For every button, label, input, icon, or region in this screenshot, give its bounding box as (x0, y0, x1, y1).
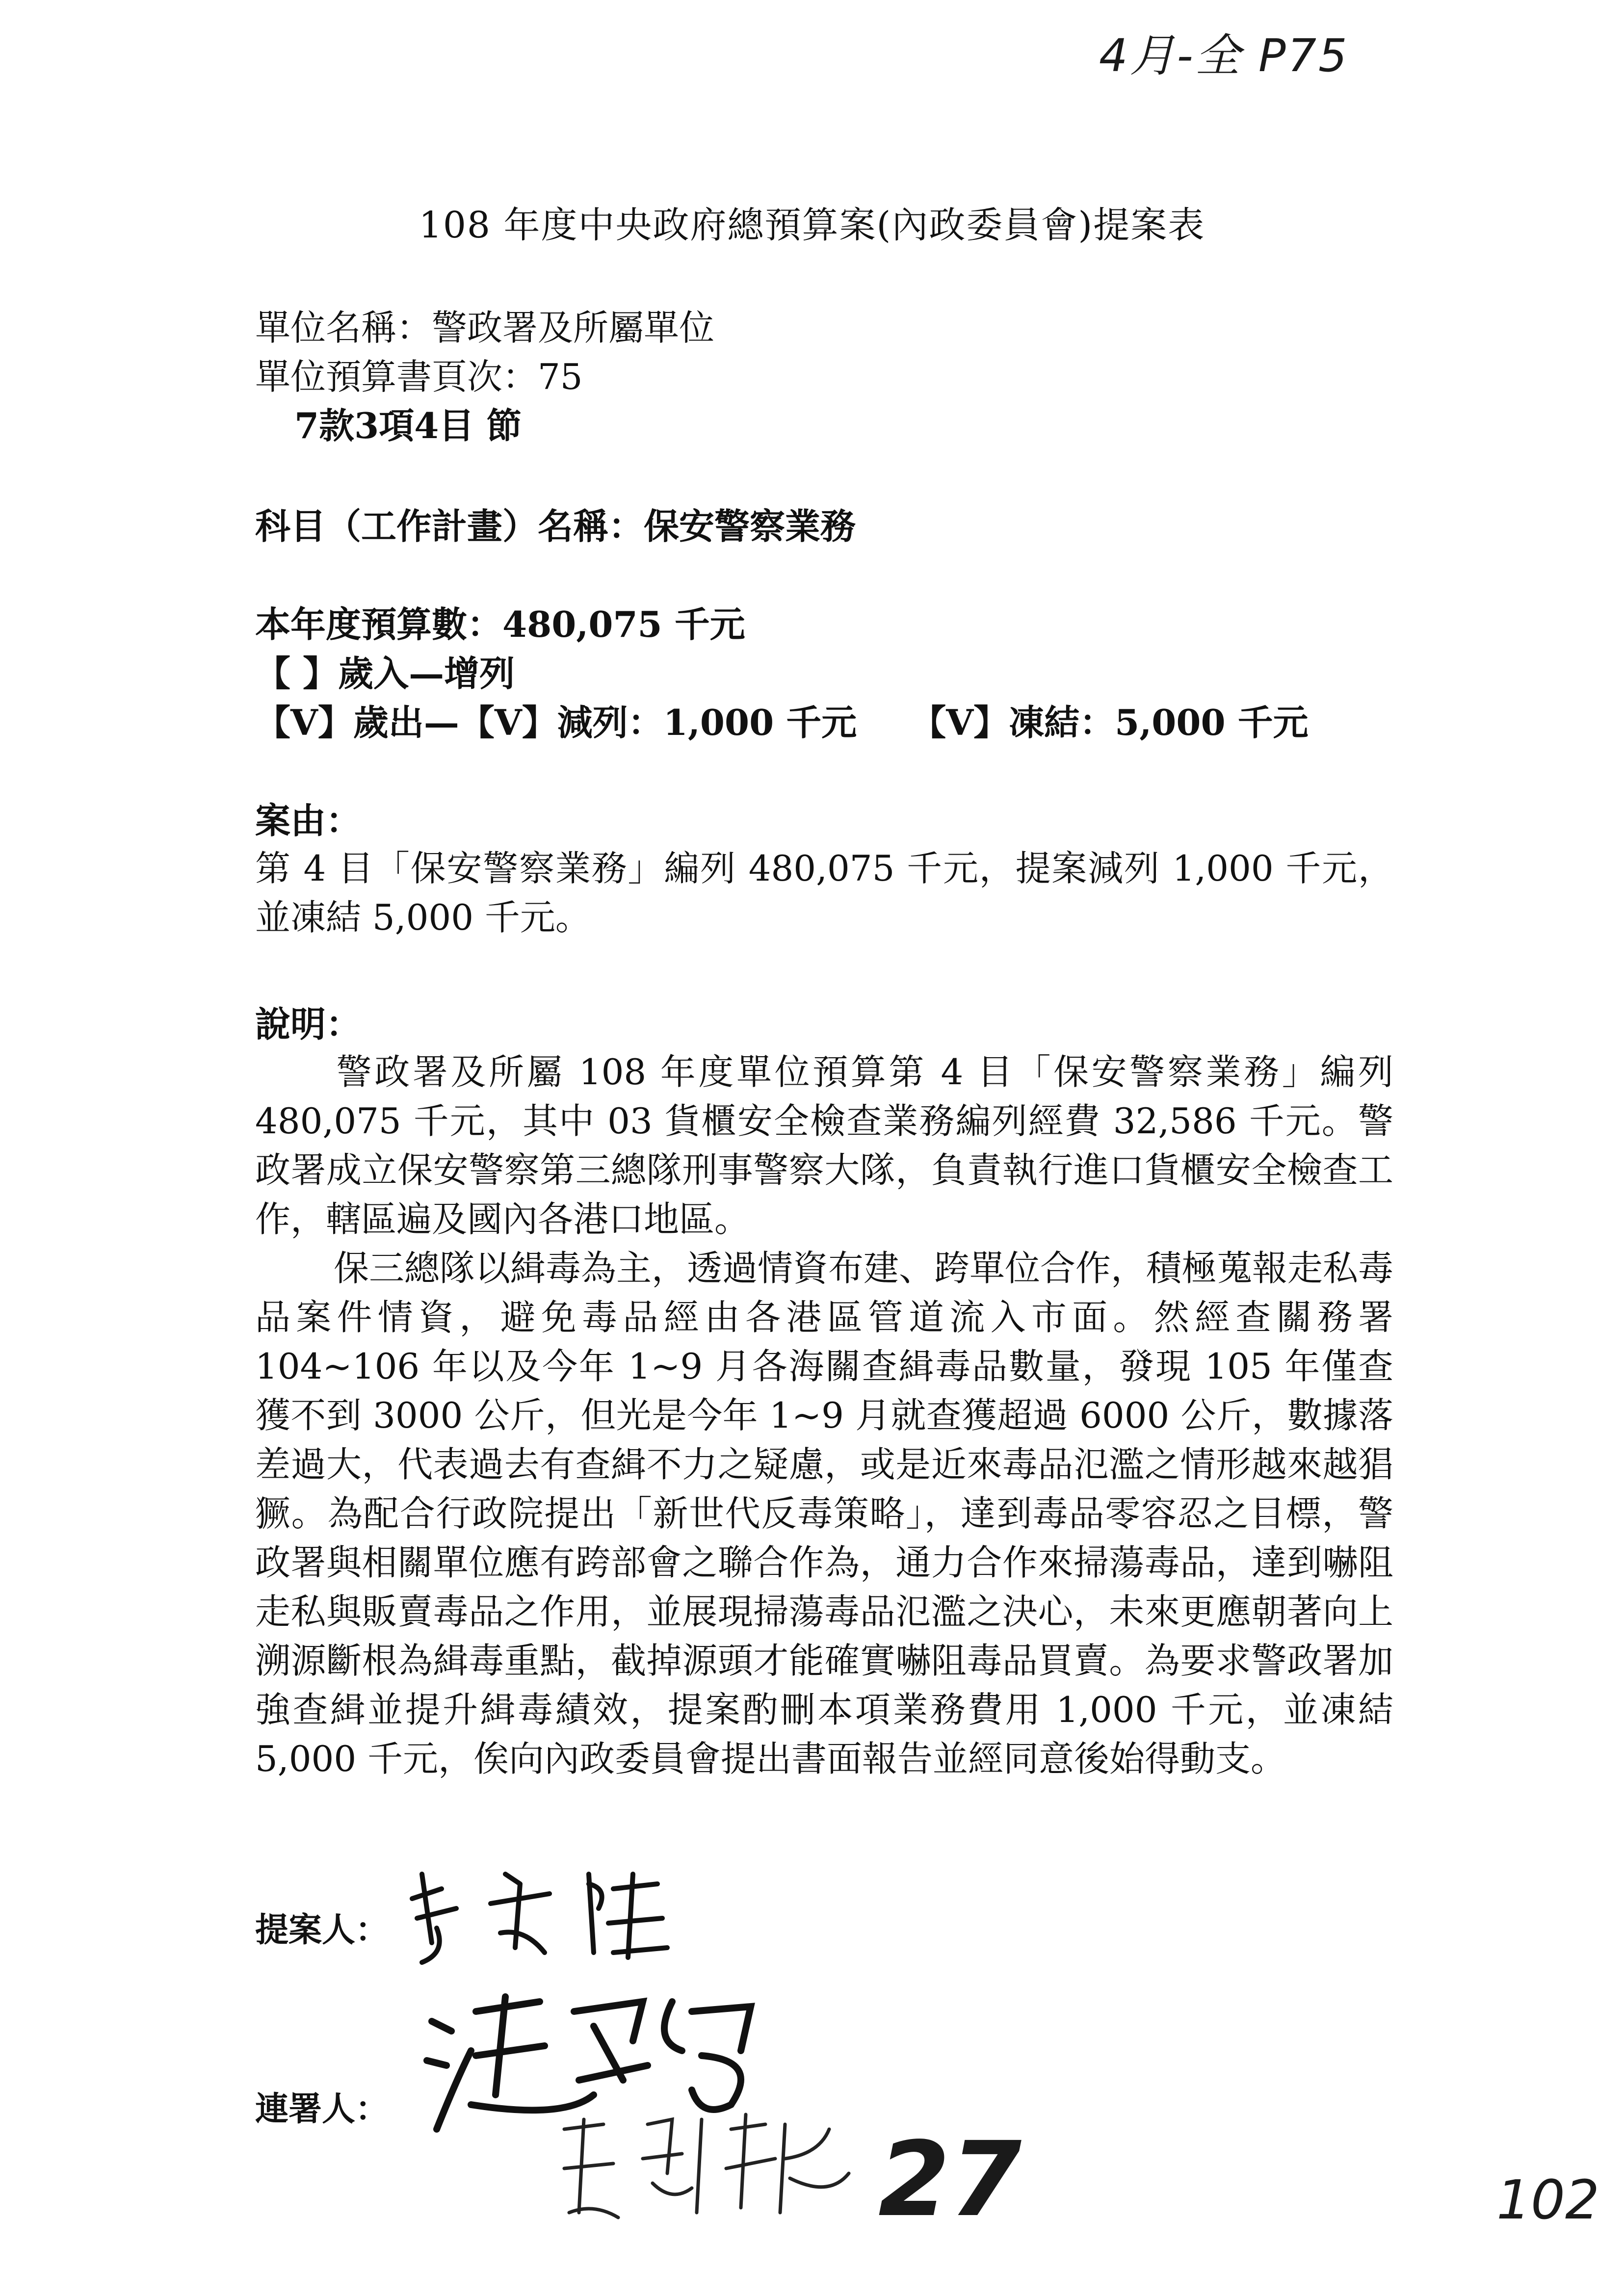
budget-amount-line: 本年度預算數：480,075 千元 (255, 603, 745, 645)
freeze-amount: 【V】凍結：5,000 千元 (911, 702, 1309, 743)
handwritten-top-note: 4月-全 P75 (1099, 29, 1349, 82)
cosigner-signature-2 (554, 2100, 859, 2227)
explanation-paragraph-2 (255, 1244, 1393, 1783)
handwritten-page-count: 102 (1496, 2168, 1599, 2231)
reason-text: 第 4 目「保安警察業務」編列 480,075 千元，提案減列 1,000 千元，並凍結 5,000 千元。 (255, 848, 1393, 938)
document-title: 108 年度中央政府總預算案(內政委員會)提案表 (419, 204, 1205, 246)
expense-reduction: 【V】歲出—【V】減列：1,000 千元 (255, 702, 857, 743)
budget-section-line: 7款3項4目 節 (294, 405, 522, 446)
explanation-heading: 說明： (255, 1003, 362, 1045)
cosigners-label: 連署人： (255, 2089, 389, 2129)
explanation-paragraph-2-text: 保三總隊以緝毒為主，透過情資布建、跨單位合作，積極蒐報走私毒品案件情資，避免毒品經由各港區管道流入市面。然經查關務署 104~106 年以及今年 1~9 月各海關查緝毒品數量，發現 105 年僅查獲不到 3000 公斤，但光是今年 1~9 月就查獲超過 6000 公斤，數據落差過大，代表過去有查緝不力之疑慮，或是近來毒品氾濫之情形越來越猖獗。為配合行政院提出「新世代反毒策略」，達到毒品零容忍之目標，警政署與相關單位應有跨部會之聯合作為，通力合作來掃蕩毒品，達到嚇阻走私與販賣毒品之作用，並展現掃蕩毒品氾濫之決心，未來更應朝著向上溯源斷根為緝毒重點，截掉源頭才能確實嚇阻毒品買賣。為要求警政署加強查緝並提升緝毒績效，提案酌刪本項業務費用 1,000 千元，並凍結 5,000 千元，俟向內政委員會提出書面報告並經同意後始得動支。 (255, 1248, 1394, 1779)
explanation-paragraph-1-text: 警政署及所屬 108 年度單位預算第 4 目「保安警察業務」編列 480,075 千元，其中 03 貨櫃安全檢查業務編列經費 32,586 千元。警政署成立保安警察第三總隊刑事警察大隊，負責執行進口貨櫃安全檢查工作，轄區遍及國內各港口地區。 (255, 1051, 1393, 1240)
unit-name-line: 單位名稱：警政署及所屬單位 (255, 307, 715, 348)
expense-line (255, 694, 1309, 745)
unit-page-line: 單位預算書頁次：75 (255, 356, 583, 397)
proposer-label: 提案人： (255, 1910, 389, 1950)
subject-line: 科目（工作計畫）名稱：保安警察業務 (255, 505, 856, 547)
revenue-line: 【 】歲入—增列 (255, 652, 515, 694)
proposer-signature (402, 1854, 677, 1972)
handwritten-item-number: 27 (878, 2119, 1022, 2240)
explanation-paragraph-1 (255, 1047, 1393, 1244)
reason-heading: 案由： (255, 800, 362, 841)
